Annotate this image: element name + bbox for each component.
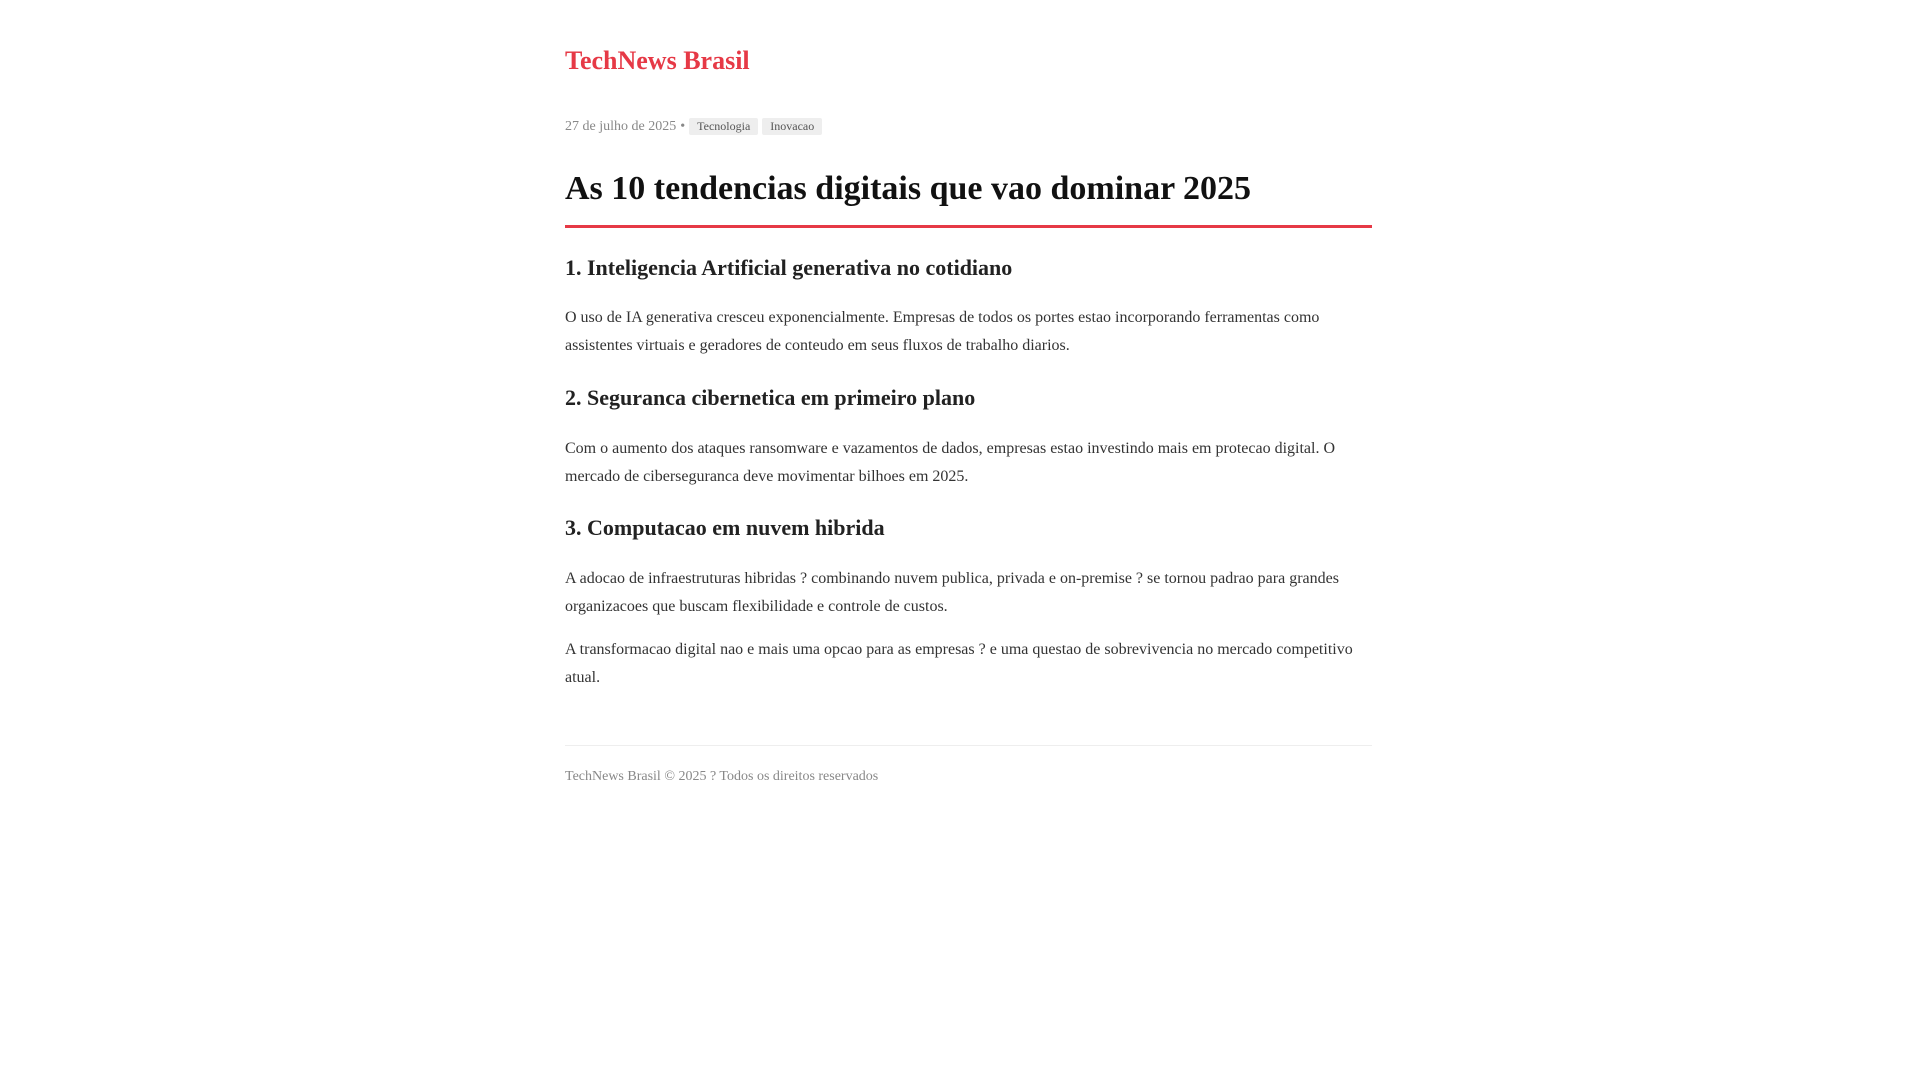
section-body-2: Com o aumento dos ataques ransomware e vazamentos de dados, empresas estao investindo mais em protecao digital. O mercado de ciberseguranca deve movimentar bilhoes em 2025.: [565, 440, 1336, 485]
footer-copyright: TechNews Brasil © 2025 ? Todos os direitos reservados: [565, 769, 879, 784]
tag-inovacao[interactable]: Inovacao: [762, 118, 822, 135]
tag-tecnologia[interactable]: Tecnologia: [689, 118, 758, 135]
article-closing: A transformacao digital nao e mais uma opcao para as empresas ? e uma questao de sobrevivencia no mercado competitivo atual.: [565, 641, 1353, 686]
footer-divider: [565, 745, 1372, 746]
article-date: 27 de julho de 2025: [565, 118, 677, 134]
section-heading-3: 3. Computacao em nuvem hibrida: [565, 515, 885, 540]
title-divider: [565, 225, 1372, 228]
article-title: As 10 tendencias digitais que vao dominar 2025: [565, 170, 1252, 207]
meta-separator: •: [680, 118, 686, 134]
section-heading-1: 1. Inteligencia Artificial generativa no cotidiano: [565, 255, 1013, 280]
site-brand-logo[interactable]: TechNews Brasil: [565, 46, 750, 75]
section-body-3: A adocao de infraestruturas hibridas ? combinando nuvem publica, privada e on-premise ? se tornou padrao para grandes organizacoes que buscam flexibilidade e controle de custos.: [565, 570, 1339, 615]
section-body-1: O uso de IA generativa cresceu exponencialmente. Empresas de todos os portes estao incorporando ferramentas como assistentes virtuais e geradores de conteudo em seus fluxos de trabalho diarios.: [565, 309, 1320, 354]
section-heading-2: 2. Seguranca cibernetica em primeiro plano: [565, 385, 976, 410]
article-meta: [565, 118, 826, 135]
